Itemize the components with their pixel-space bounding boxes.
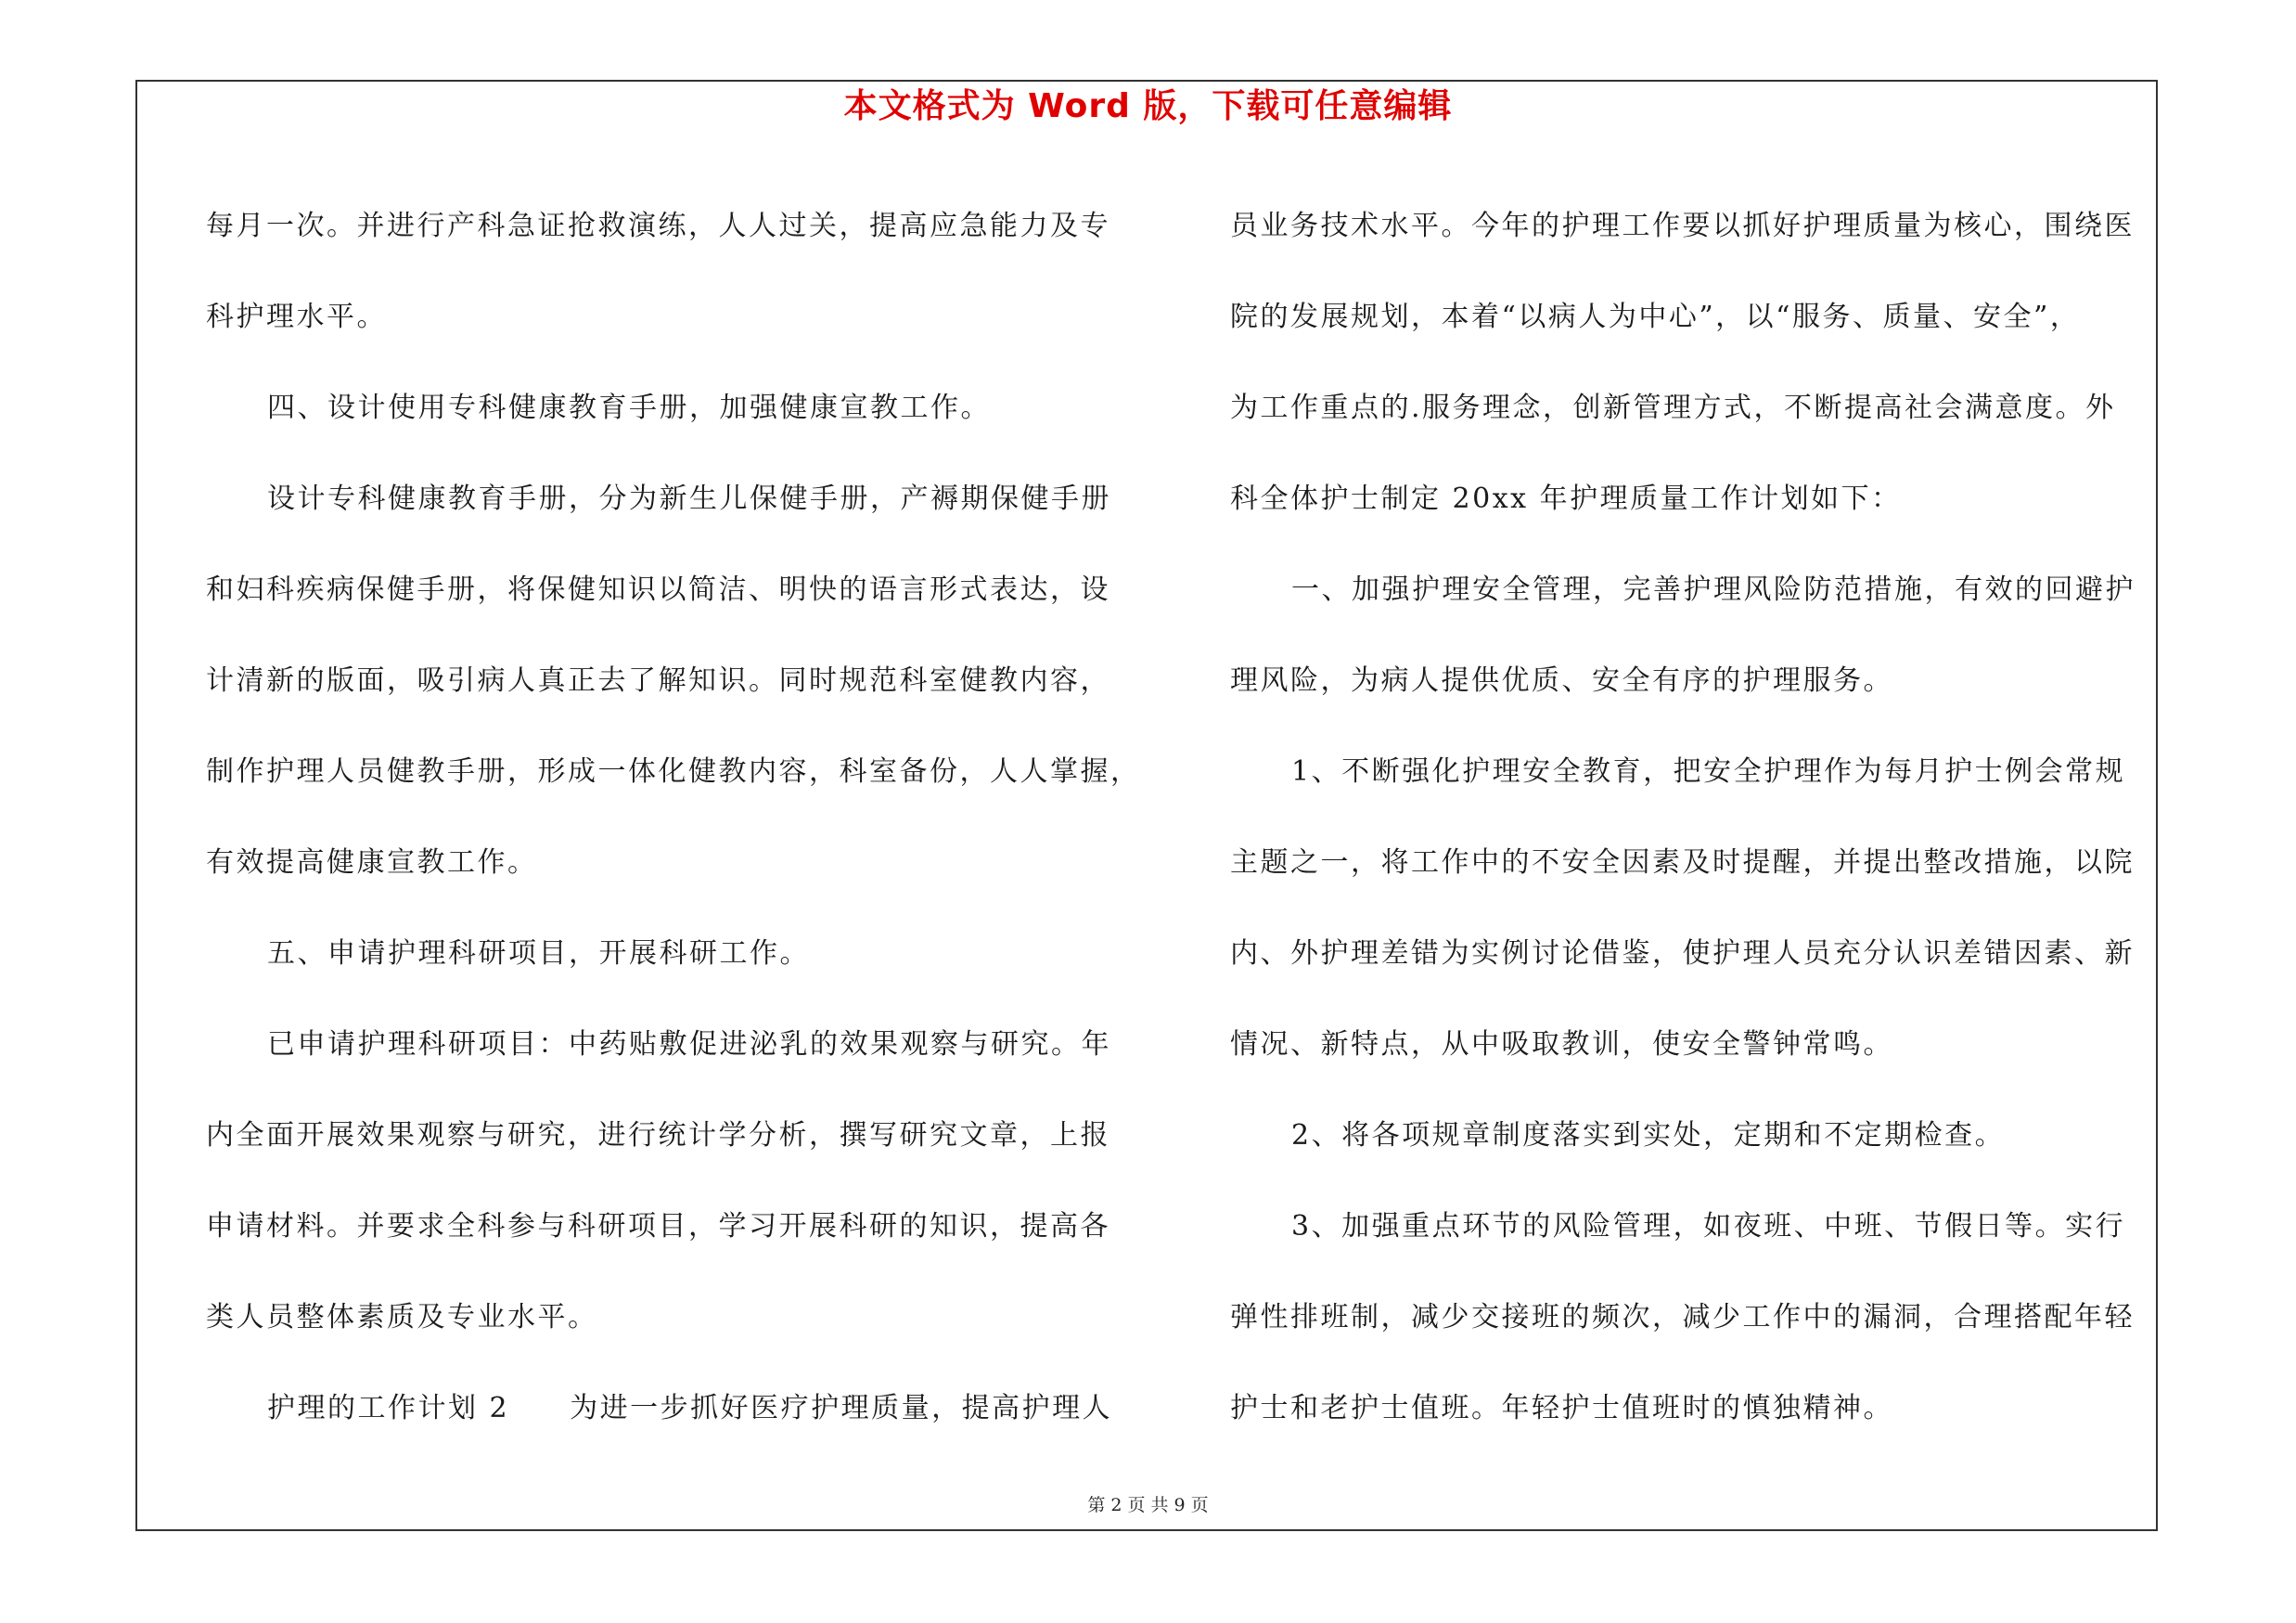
- paragraph-line: 申请材料。并要求全科参与科研项目，学习开展科研的知识，提高各: [206, 1210, 1110, 1243]
- paragraph-line: 院的发展规划，本着“以病人为中心”，以“服务、质量、安全”，: [1230, 301, 2081, 333]
- paragraph-line: 科全体护士制定 20xx 年护理质量工作计划如下：: [1230, 483, 1902, 515]
- paragraph-line: 制作护理人员健教手册，形成一体化健教内容，科室备份，人人掌握，: [206, 755, 1141, 788]
- paragraph-line: 3、加强重点环节的风险管理，如夜班、中班、节假日等。实行: [1291, 1210, 2126, 1243]
- paragraph-line: 类人员整体素质及专业水平。: [206, 1301, 598, 1333]
- paragraph-line: 情况、新特点，从中吸取教训，使安全警钟常鸣。: [1230, 1028, 1893, 1061]
- paragraph-line: 2、将各项规章制度落实到实处，定期和不定期检查。: [1291, 1119, 2006, 1152]
- paragraph-line: 主题之一，将工作中的不安全因素及时提醒，并提出整改措施，以院: [1230, 846, 2135, 879]
- section-heading: 一、加强护理安全管理，完善护理风险防范措施，有效的回避护: [1291, 573, 2136, 606]
- paragraph-line: 内全面开展效果观察与研究，进行统计学分析，撰写研究文章，上报: [206, 1119, 1110, 1152]
- section-heading: 五、申请护理科研项目，开展科研工作。: [267, 937, 810, 970]
- left-column: [206, 181, 1148, 1454]
- right-column: [1230, 181, 2158, 1454]
- paragraph-line: 理风险，为病人提供优质、安全有序的护理服务。: [1230, 664, 1893, 697]
- paragraph-line: 1、不断强化护理安全教育，把安全护理作为每月护士例会常规: [1291, 755, 2126, 788]
- paragraph-line: 护士和老护士值班。年轻护士值班时的慎独精神。: [1230, 1392, 1893, 1424]
- paragraph-line: 设计专科健康教育手册，分为新生儿保健手册，产褥期保健手册: [267, 483, 1111, 515]
- format-banner: 本文格式为 Word 版，下载可任意编辑: [843, 87, 1453, 125]
- paragraph-line: 和妇科疾病保健手册，将保健知识以简洁、明快的语言形式表达，设: [206, 573, 1110, 606]
- paragraph-line: 内、外护理差错为实例讨论借鉴，使护理人员充分认识差错因素、新: [1230, 937, 2135, 970]
- section-heading: 四、设计使用专科健康教育手册，加强健康宣教工作。: [267, 392, 991, 424]
- paragraph-line: 已申请护理科研项目：中药贴敷促进泌乳的效果观察与研究。年: [267, 1028, 1111, 1061]
- paragraph-line: 有效提高健康宣教工作。: [206, 846, 538, 879]
- paragraph-line: 科护理水平。: [206, 301, 387, 333]
- paragraph-line: 员业务技术水平。今年的护理工作要以抓好护理质量为核心，围绕医: [1230, 210, 2135, 242]
- paragraph-line: 计清新的版面，吸引病人真正去了解知识。同时规范科室健教内容，: [206, 664, 1110, 697]
- paragraph-line: 为工作重点的.服务理念，创新管理方式，不断提高社会满意度。外: [1230, 392, 2116, 424]
- page-number-footer: 第 2 页 共 9 页: [1087, 1495, 1209, 1515]
- paragraph-line: 弹性排班制，减少交接班的频次，减少工作中的漏洞，合理搭配年轻: [1230, 1301, 2135, 1333]
- paragraph-line: 护理的工作计划 2 为进一步抓好医疗护理质量，提高护理人: [267, 1392, 1113, 1424]
- paragraph-line: 每月一次。并进行产科急证抢救演练，人人过关，提高应急能力及专: [206, 210, 1110, 242]
